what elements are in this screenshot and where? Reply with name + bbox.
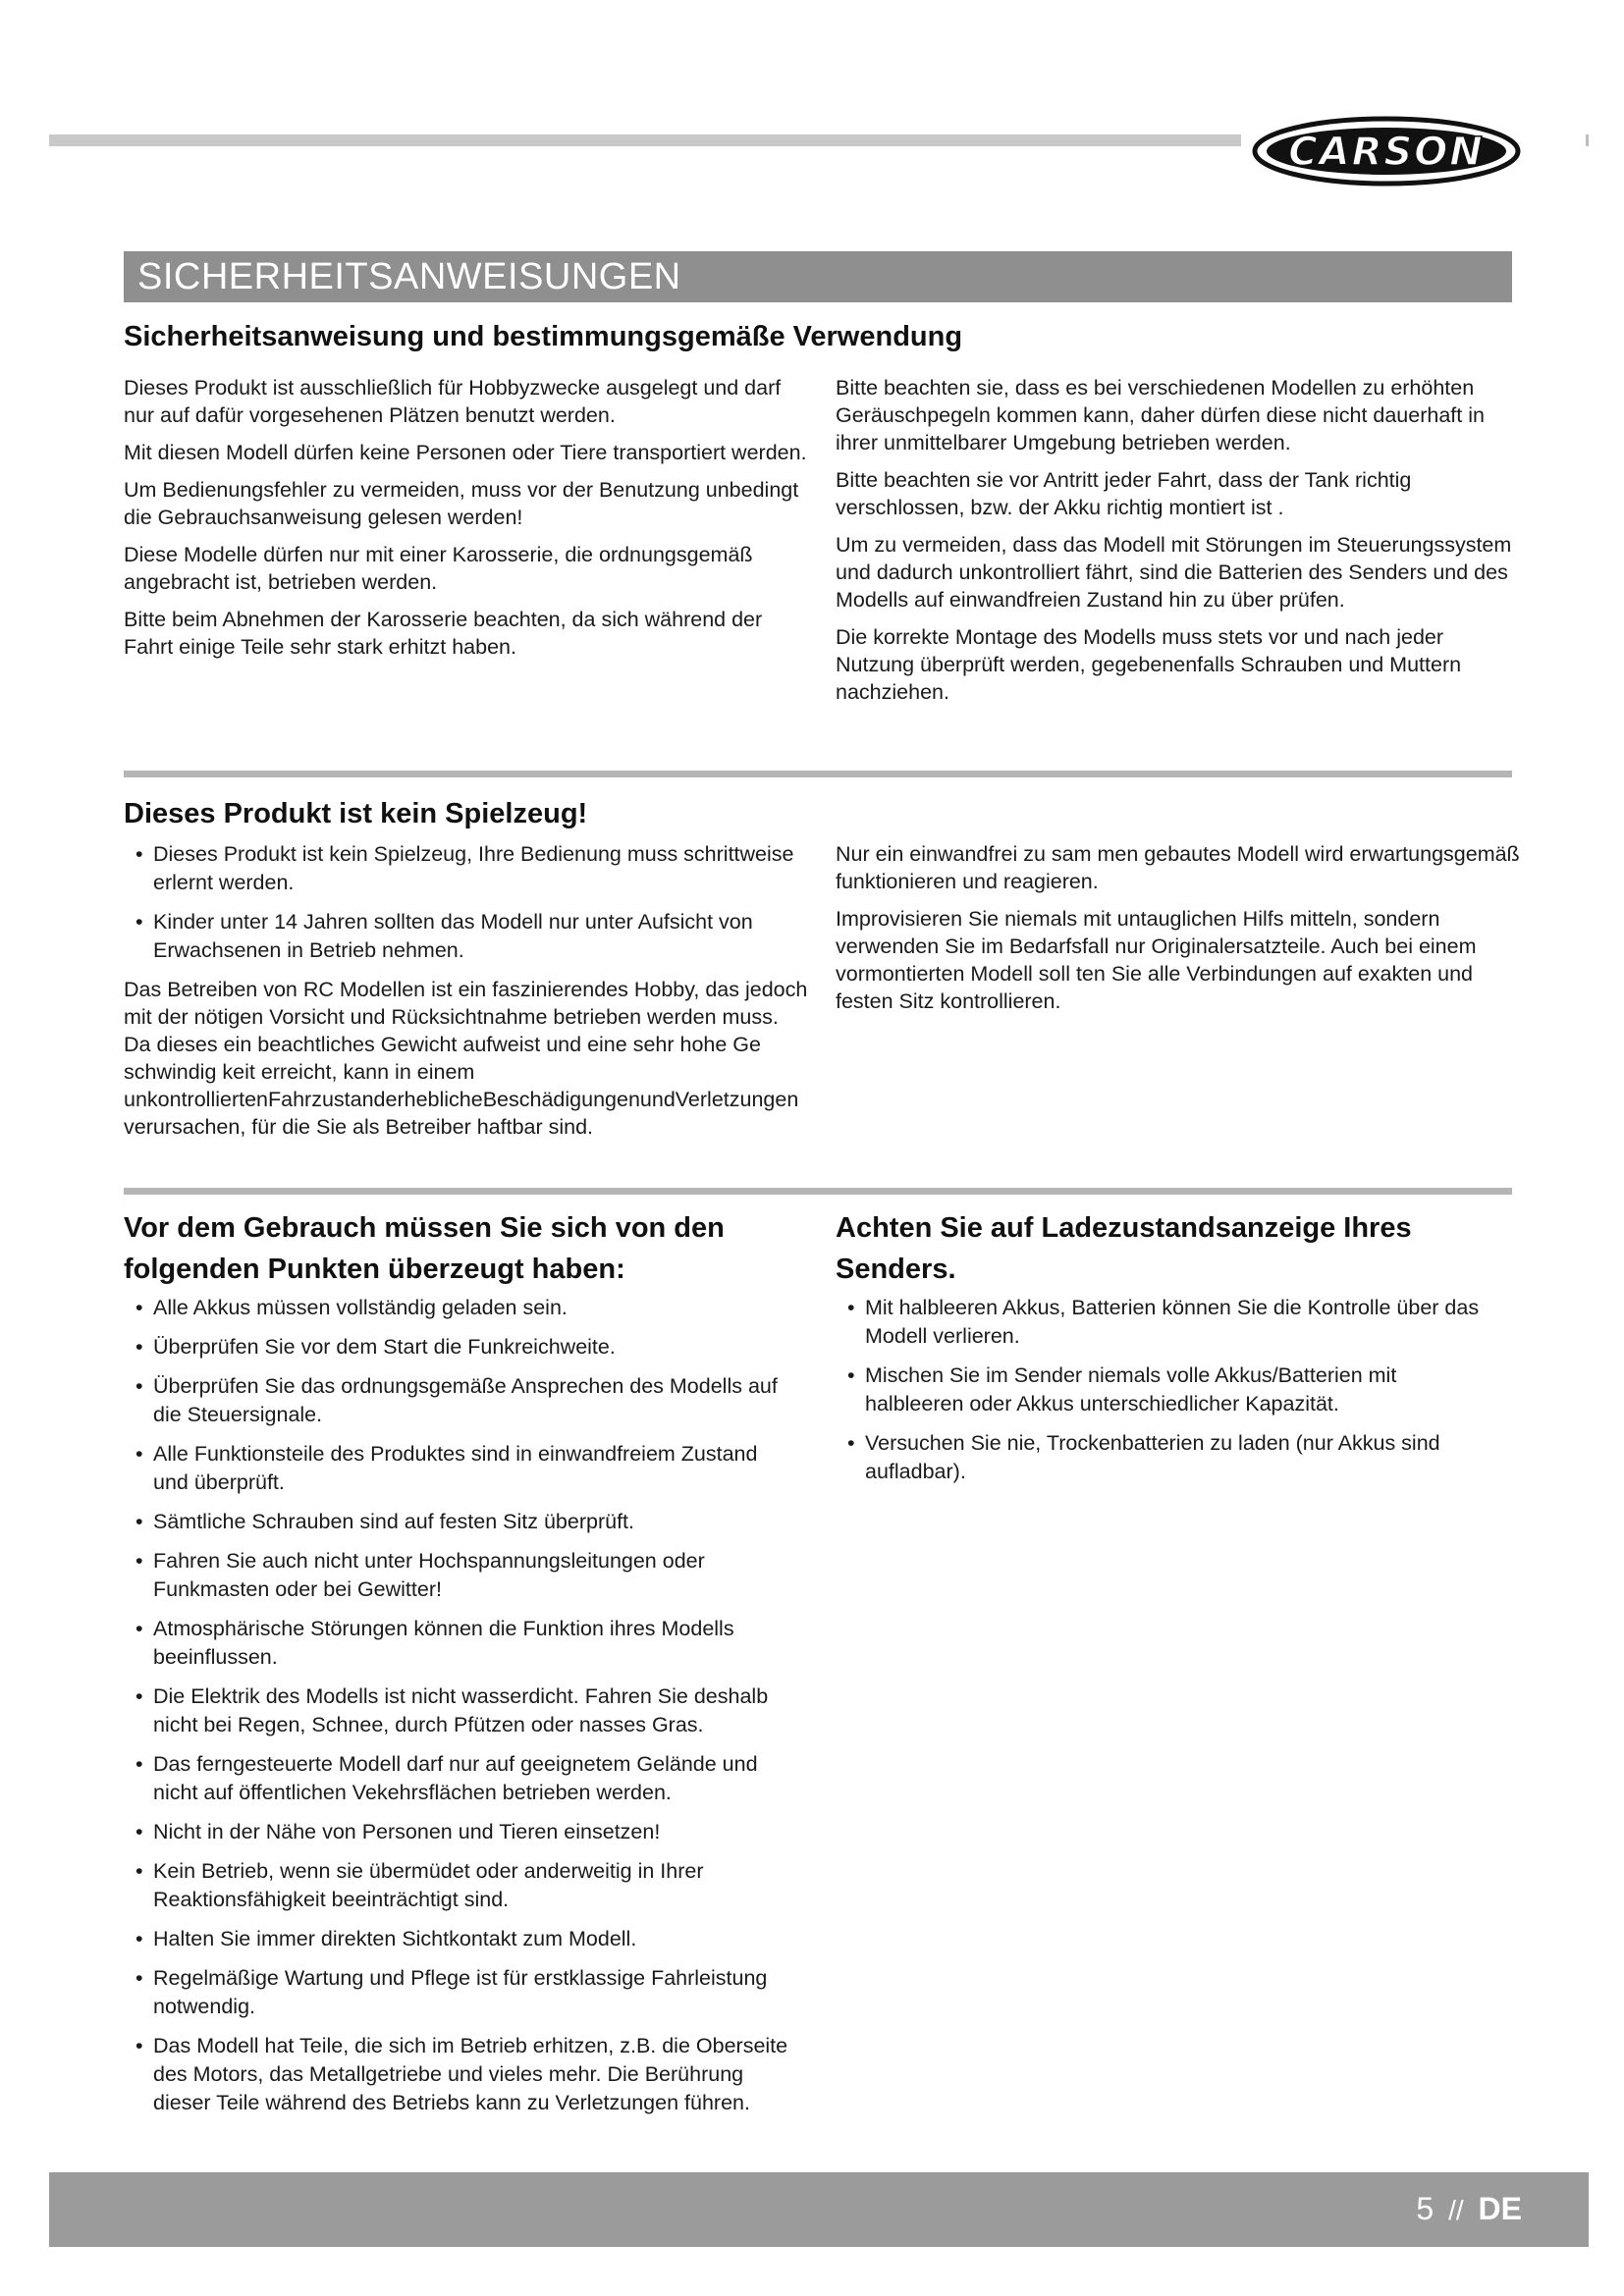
language-code: DE: [1478, 2191, 1522, 2226]
before-use-heading: Vor dem Gebrauch müssen Sie sich von den folgenden Punkten überzeugt haben:: [124, 1212, 725, 1285]
before-use-list: [124, 1294, 791, 2128]
paragraph: Mit diesen Modell dürfen keine Personen oder Tiere transportiert werden.: [124, 441, 807, 464]
list-item: • Nicht in der Nähe von Personen und Tieren einsetzen!: [124, 1818, 791, 1846]
paragraph: Um zu vermeiden, dass das Modell mit Störungen im Steuerungssystem und dadurch unkontrolliert fährt, sind die Batterien des Senders und des Modells auf einwandfreien Zustand hin zu über prüfen.: [836, 533, 1512, 612]
paragraph: Bitte beim Abnehmen der Karosserie beachten, da sich während der Fahrt einige Teile sehr stark erhitzt haben.: [124, 608, 763, 659]
list-item: • Dieses Produkt ist kein Spielzeug, Ihre Bedienung muss schrittweise erlernt werden.: [124, 840, 811, 897]
paragraph: Die korrekte Montage des Modells muss stets vor und nach jeder Nutzung überprüft werden, gegebenenfalls Schrauben und Muttern nachziehen.: [836, 625, 1462, 704]
list-item: • Das Modell hat Teile, die sich im Betrieb erhitzen, z.B. die Oberseite des Motors, das Metallgetriebe und vieles mehr. Die Berührung dieser Teile während des Betriebs kann zu Verletzungen führen.: [124, 2032, 791, 2117]
paragraph: Bitte beachten sie, dass es bei verschiedenen Modellen zu erhöhten Geräuschpegeln kommen kann, daher dürfen diese nicht dauerhaft in ihrer unmittelbarer Umgebung betrieben werden.: [836, 376, 1485, 454]
list-item: • Fahren Sie auch nicht unter Hochspannungsleitungen oder Funkmasten oder bei Gewitter!: [124, 1547, 791, 1604]
list-item: • Alle Akkus müssen vollständig geladen sein.: [124, 1294, 791, 1322]
paragraph: Bitte beachten sie vor Antritt jeder Fahrt, dass der Tank richtig verschlossen, bzw. der Akku richtig montiert ist .: [836, 468, 1412, 519]
paragraph: Diese Modelle dürfen nur mit einer Karosserie, die ordnungsgemäß angebracht ist, betrieben werden.: [124, 543, 753, 594]
header-rule: [49, 134, 1241, 146]
page-number: 5: [1416, 2191, 1435, 2226]
list-item: • Die Elektrik des Modells ist nicht wasserdicht. Fahren Sie deshalb nicht bei Regen, Schnee, durch Pfützen oder nasses Gras.: [124, 1682, 791, 1739]
paragraph: Das Betreiben von RC Modellen ist ein faszinierendes Hobby, das jedoch mit der nötigen Vorsicht und Rücksichtnahme betrieben werden muss. Da dieses ein beachtliches Gewicht aufweist und eine sehr hohe Ge schwindig keit erreicht, kann in einem unkontrolliertenFahrzustanderheblicheBeschädigungenundVerletzungen verursachen, für die Sie als Betreiber haftbar sind.: [124, 978, 808, 1139]
list-item: • Versuchen Sie nie, Trockenbatterien zu laden (nur Akkus sind aufladbar).: [836, 1429, 1493, 1486]
list-item: • Überprüfen Sie das ordnungsgemäße Ansprechen des Modells auf die Steuersignale.: [124, 1372, 791, 1429]
corner-mark: [1586, 134, 1589, 146]
list-item: • Sämtliche Schrauben sind auf festen Sitz überprüft.: [124, 1508, 791, 1536]
list-item: • Atmosphärische Störungen können die Funktion ihres Modells beeinflussen.: [124, 1615, 791, 1672]
no-toy-heading: Dieses Produkt ist kein Spielzeug!: [124, 798, 588, 829]
list-item: • Alle Funktionsteile des Produktes sind in einwandfreiem Zustand und überprüft.: [124, 1440, 791, 1497]
paragraph: Nur ein einwandfrei zu sam men gebautes Modell wird erwartungsgemäß funktionieren und reagieren.: [836, 842, 1520, 893]
no-toy-right-column: [836, 840, 1533, 1025]
logo-text: CARSON: [1288, 130, 1485, 175]
paragraph: Dieses Produkt ist ausschließlich für Hobbyzwecke ausgelegt und darf nur auf dafür vorgesehenen Plätzen benutzt werden.: [124, 376, 782, 427]
section-title: SICHERHEITSANWEISUNGEN: [124, 251, 1512, 302]
list-item: • Das ferngesteuerte Modell darf nur auf geeignetem Gelände und nicht auf öffentlichen Vekehrsflächen betrieben werden.: [124, 1750, 791, 1807]
paragraph: Um Bedienungsfehler zu vermeiden, muss vor der Benutzung unbedingt die Gebrauchsanweisung gelesen werden!: [124, 478, 799, 529]
page-indicator: [1394, 2185, 1522, 2232]
charge-list: [836, 1294, 1493, 1497]
section-divider: [124, 771, 1512, 777]
charge-heading: Achten Sie auf Ladezustandsanzeige Ihres Senders.: [836, 1212, 1412, 1285]
paragraph: Improvisieren Sie niemals mit untauglichen Hilfs mitteln, sondern verwenden Sie im Bedarfsfall nur Originalersatzteile. Auch bei einem vormontierten Modell soll ten Sie alle Verbindungen auf exakten und festen Sitz kontrollieren.: [836, 907, 1477, 1013]
usage-right-column: [836, 374, 1523, 716]
section-divider: [124, 1188, 1512, 1195]
usage-heading: Sicherheitsanweisung und bestimmungsgemäße Verwendung: [124, 321, 963, 352]
list-item: • Regelmäßige Wartung und Pflege ist für erstklassige Fahrleistung notwendig.: [124, 1964, 791, 2021]
page-separator: //: [1448, 2195, 1464, 2225]
list-item: • Kein Betrieb, wenn sie übermüdet oder anderweitig in Ihrer Reaktionsfähigkeit beeinträchtigt sind.: [124, 1857, 791, 1914]
footer-bar: [49, 2172, 1589, 2247]
list-item: • Halten Sie immer direkten Sichtkontakt zum Modell.: [124, 1925, 791, 1953]
list-item: • Mit halbleeren Akkus, Batterien können Sie die Kontrolle über das Modell verlieren.: [836, 1294, 1493, 1351]
carson-logo: [1249, 112, 1524, 190]
list-item: • Mischen Sie im Sender niemals volle Akkus/Batterien mit halbleeren oder Akkus unterschiedlicher Kapazität.: [836, 1362, 1493, 1418]
list-item: • Kinder unter 14 Jahren sollten das Modell nur unter Aufsicht von Erwachsenen in Betrieb nehmen.: [124, 908, 811, 965]
list-item: • Überprüfen Sie vor dem Start die Funkreichweite.: [124, 1333, 791, 1362]
no-toy-left-column: [124, 840, 811, 1150]
usage-left-column: [124, 374, 811, 670]
